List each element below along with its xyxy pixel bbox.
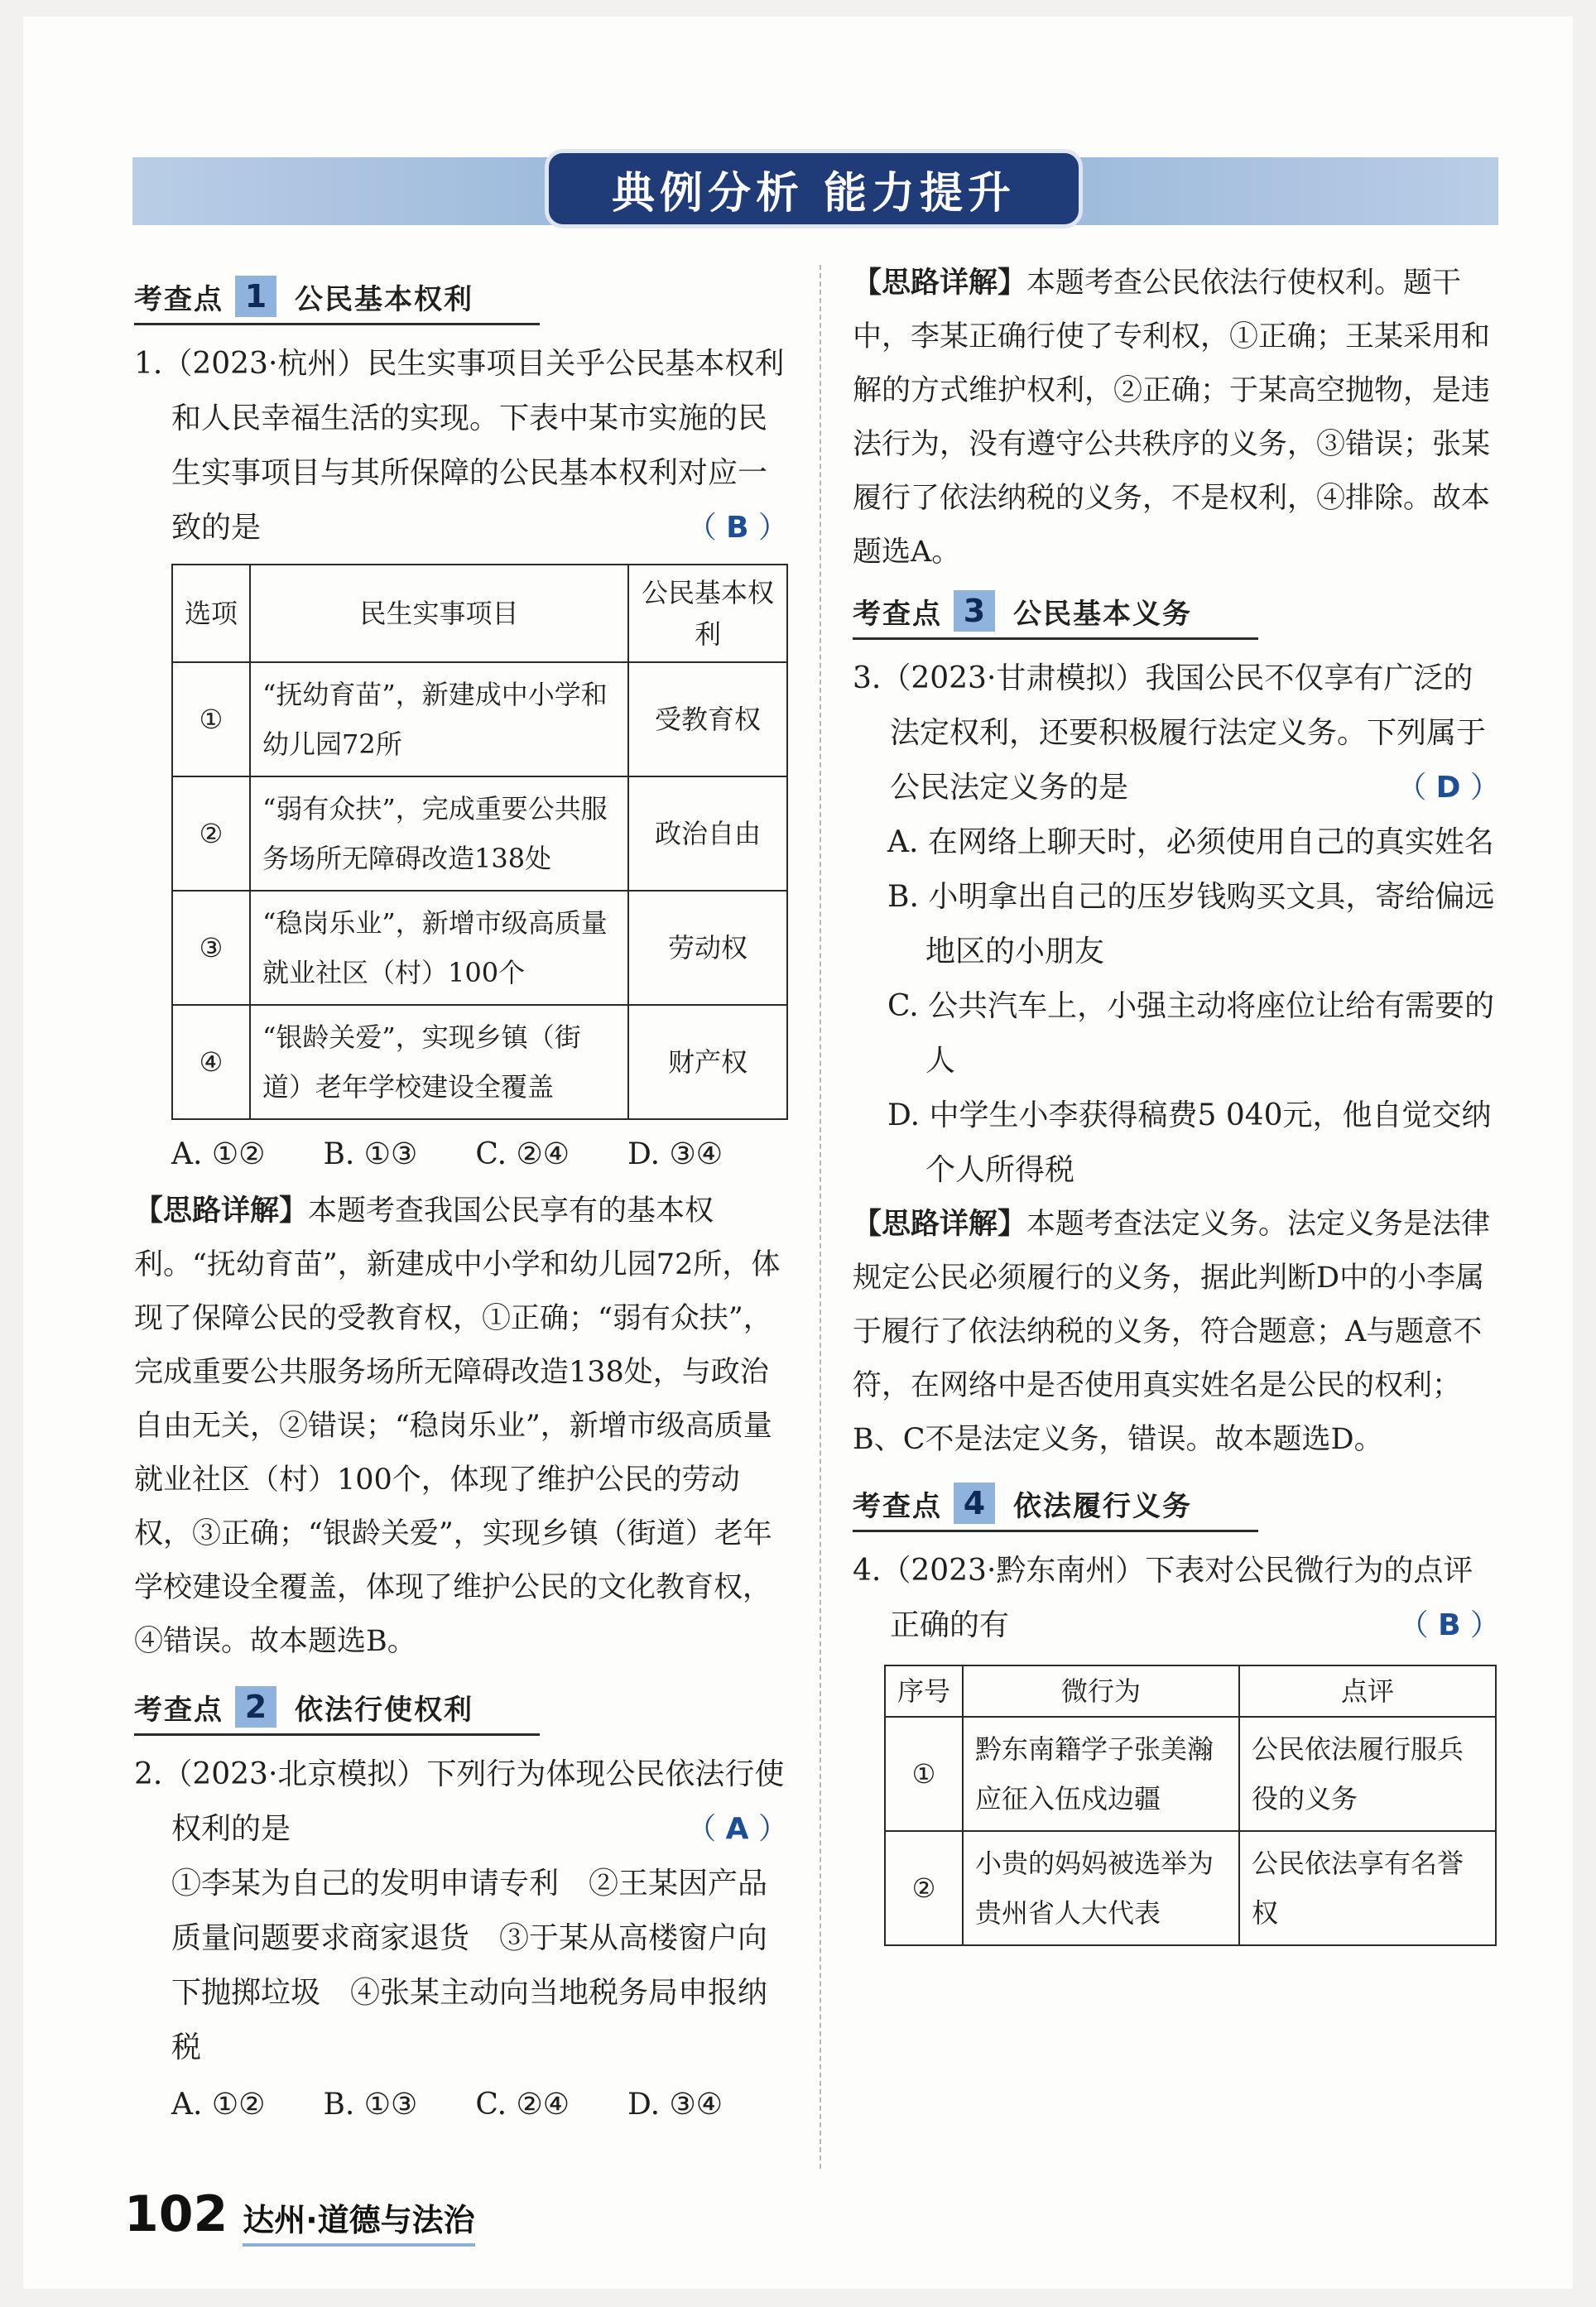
- table-cell: ②: [172, 776, 250, 891]
- choice-c: C. ②④: [475, 2088, 570, 2122]
- right-column: [853, 265, 1500, 1946]
- section-header-4: [853, 1477, 1258, 1532]
- table-cell: “稳岗乐业”，新增市级高质量就业社区（村）100个: [250, 891, 628, 1005]
- section-title: 公民基本义务: [1013, 597, 1192, 631]
- section-label: 考查点: [134, 282, 224, 316]
- table-header-row: [885, 1665, 1496, 1717]
- question-3-stem: [853, 651, 1500, 815]
- section-header-3: [853, 584, 1258, 640]
- table-cell: 财产权: [628, 1005, 787, 1119]
- choice-d: D. ③④: [627, 1137, 723, 1171]
- table-header: 微行为: [963, 1665, 1239, 1717]
- book-title: 达州·道德与法治: [243, 2194, 474, 2247]
- option-b: B. 小明拿出自己的压岁钱购买文具，寄给偏远地区的小朋友: [887, 880, 1495, 968]
- section-label: 考查点: [134, 1693, 224, 1727]
- explanation-tag: 【思路详解】: [134, 1194, 309, 1228]
- explanation-tag: 【思路详解】: [853, 1208, 1027, 1241]
- question-1-text: 1.（2023·杭州）民生实事项目关乎公民基本权利和人民幸福生活的实现。下表中某市实施的民生实事项目与其所保障的公民基本权利对应一致的是: [134, 347, 785, 545]
- table-cell: ④: [172, 1005, 250, 1119]
- section-number: 3: [954, 590, 995, 632]
- option-d: D. 中学生小李获得稿费5 040元，他自觉交纳个人所得税: [887, 1098, 1492, 1187]
- choice-c: C. ②④: [475, 1137, 570, 1171]
- answer-value: A: [725, 1812, 749, 1846]
- table-cell: “银龄关爱”，实现乡镇（街道）老年学校建设全覆盖: [250, 1005, 628, 1119]
- table-row: [885, 1717, 1496, 1831]
- question-1-table: [171, 564, 788, 1120]
- question-2-body: ①李某为自己的发明申请专利 ②王某因产品质量问题要求商家退货 ③于某从高楼窗户向下抛掷垃圾 ④张某主动向当地税务局申报纳税: [171, 1867, 768, 2064]
- question-3-text: 3.（2023·甘肃模拟）我国公民不仅享有广泛的法定权利，还要积极履行法定义务。下列属于公民法定义务的是: [853, 661, 1487, 805]
- explanation-tag: 【思路详解】: [853, 267, 1027, 300]
- table-cell: 公民依法享有名誉权: [1239, 1831, 1496, 1945]
- table-cell: ①: [885, 1717, 963, 1831]
- explanation-text: 本题考查我国公民享有的基本权利。“抚幼育苗”，新建成中小学和幼儿园72所，体现了保障公民的受教育权，①正确；“弱有众扶”，完成重要公共服务场所无障碍改造138处，与政治自由无关，②错误；“稳岗乐业”，新增市级高质量就业社区（村）100个，体现了维护公民的劳动权，③正确；“银龄关爱”，实现乡镇（街道）老年学校建设全覆盖，体现了维护公民的文化教育权，④错误。故本题选B。: [134, 1194, 781, 1658]
- section-label: 考查点: [853, 597, 942, 631]
- left-column: [134, 265, 788, 2135]
- question-2-stem: [134, 1747, 788, 1857]
- table-cell: 公民依法履行服兵役的义务: [1239, 1717, 1496, 1831]
- table-header: 点评: [1239, 1665, 1496, 1717]
- option-a: A. 在网络上聊天时，必须使用自己的真实姓名: [887, 825, 1494, 859]
- section-label: 考查点: [853, 1489, 942, 1523]
- table-row: [172, 776, 787, 891]
- table-cell: “抚幼育苗”，新建成中小学和幼儿园72所: [250, 662, 628, 776]
- table-header: 序号: [885, 1665, 963, 1717]
- page-number: 102: [124, 2185, 228, 2243]
- explanation-text: 本题考查公民依法行使权利。题干中，李某正确行使了专利权，①正确；王某采用和解的方式维护权利，②正确；于某高空抛物，是违法行为，没有遵守公共秩序的义务，③错误；张某履行了依法纳税的义务，不是权利，④排除。故本题选A。: [853, 267, 1491, 569]
- answer-value: B: [1438, 1608, 1461, 1642]
- section-title: 公民基本权利: [295, 282, 474, 316]
- column-divider: [820, 265, 821, 2169]
- section-number: 4: [954, 1483, 995, 1524]
- answer-box: （ A ）: [686, 1812, 788, 1846]
- question-2-explanation: [853, 257, 1500, 579]
- table-row: [885, 1831, 1496, 1945]
- table-row: [172, 1005, 787, 1119]
- section-title: 依法履行义务: [1013, 1489, 1192, 1523]
- section-number: 2: [235, 1686, 276, 1728]
- choice-d: D. ③④: [627, 2088, 723, 2122]
- table-cell: 黔东南籍学子张美瀚应征入伍戍边疆: [963, 1717, 1239, 1831]
- table-row: [172, 891, 787, 1005]
- answer-value: D: [1435, 771, 1461, 805]
- question-4-text: 4.（2023·黔东南州）下表对公民微行为的点评正确的有: [853, 1554, 1473, 1642]
- table-header: 民生实事项目: [250, 565, 628, 662]
- question-4-stem: [853, 1544, 1500, 1653]
- table-header: 选项: [172, 565, 250, 662]
- table-cell: ②: [885, 1831, 963, 1945]
- option-c: C. 公共汽车上，小强主动将座位让给有需要的人: [887, 989, 1495, 1078]
- choice-b: B. ①③: [323, 1137, 418, 1171]
- table-cell: ③: [172, 891, 250, 1005]
- choice-b: B. ①③: [323, 2088, 418, 2122]
- banner-title: 典例分析 能力提升: [545, 149, 1083, 228]
- question-1-stem: [134, 337, 788, 555]
- table-cell: “弱有众扶”，完成重要公共服务场所无障碍改造138处: [250, 776, 628, 891]
- answer-box: （ B ）: [1398, 1608, 1500, 1642]
- page-footer: [124, 2185, 475, 2247]
- choice-a: A. ①②: [171, 2088, 266, 2122]
- table-header-row: [172, 565, 787, 662]
- table-cell: 受教育权: [628, 662, 787, 776]
- table-cell: ①: [172, 662, 250, 776]
- answer-value: B: [726, 511, 749, 545]
- table-header: 公民基本权利: [628, 565, 787, 662]
- answer-box: （ B ）: [686, 511, 788, 545]
- table-row: [172, 662, 787, 776]
- table-cell: 小贵的妈妈被选举为贵州省人大代表: [963, 1831, 1239, 1945]
- section-header-2: [134, 1680, 540, 1736]
- explanation-text: 本题考查法定义务。法定义务是法律规定公民必须履行的义务，据此判断D中的小李属于履行了依法纳税的义务，符合题意；A与题意不符，在网络中是否使用真实姓名是公民的权利；B、C不是法定义务，错误。故本题选D。: [853, 1208, 1491, 1456]
- section-title: 依法行使权利: [295, 1693, 474, 1727]
- question-4-table: [884, 1665, 1497, 1946]
- question-1-explanation: [134, 1185, 788, 1669]
- table-cell: 政治自由: [628, 776, 787, 891]
- question-2-text: 2.（2023·北京模拟）下列行为体现公民依法行使权利的是: [134, 1757, 785, 1846]
- question-3-explanation: [853, 1198, 1500, 1467]
- table-cell: 劳动权: [628, 891, 787, 1005]
- section-number: 1: [235, 276, 276, 317]
- section-header-1: [134, 270, 540, 325]
- answer-box: （ D ）: [1396, 771, 1500, 805]
- question-2-choices: [134, 2075, 788, 2135]
- question-1-choices: [134, 1125, 788, 1185]
- choice-a: A. ①②: [171, 1137, 266, 1171]
